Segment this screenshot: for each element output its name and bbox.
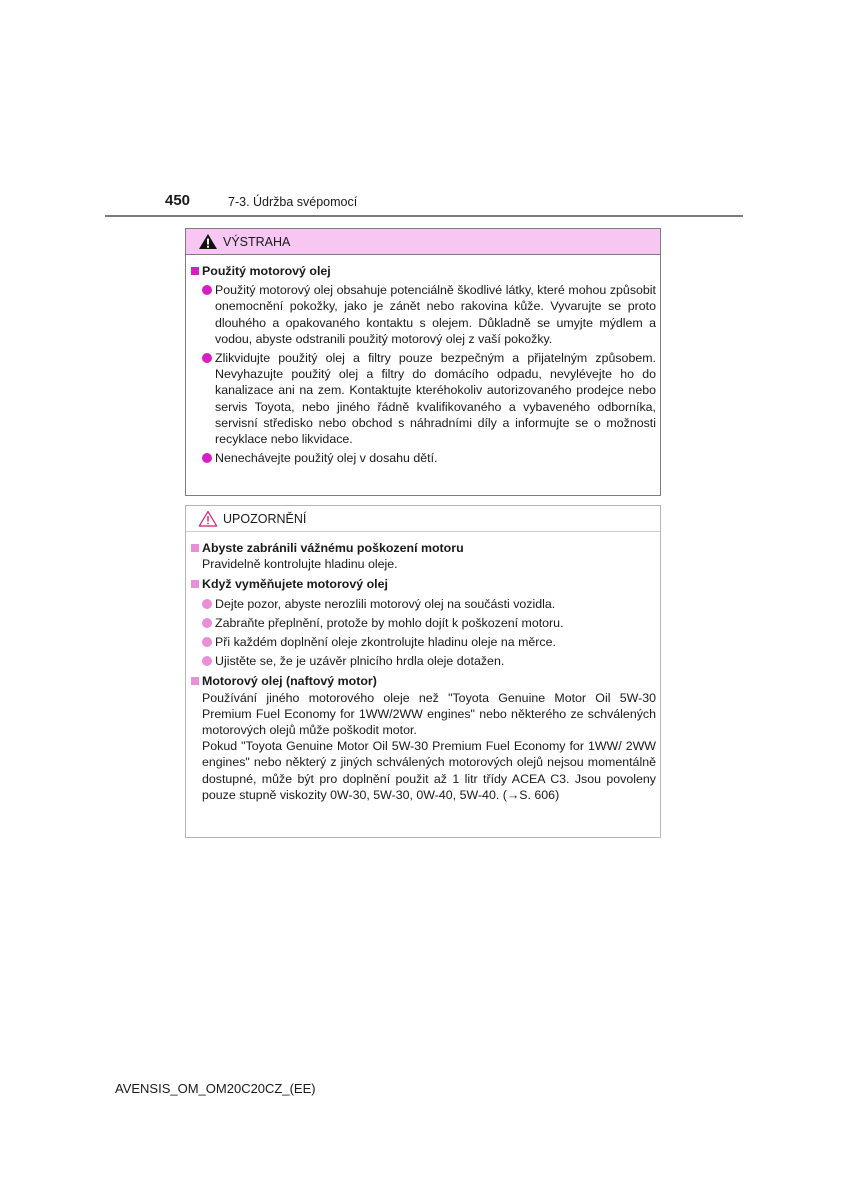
paragraph: Pokud "Toyota Genuine Motor Oil 5W-30 Premium Fuel Economy for 1WW/ 2WW engines" nebo některý z jiných schválených motorových olejů nejsou momentálně dostupné, může být pro doplnění použit až 1 litr třídy ACEA C3. Jsou povoleny pouze stupně viskozity 0W-30, 5W-30, 0W-40, 5W-40. (→S. 606) (202, 739, 656, 802)
list-item-text: Zlikvidujte použitý olej a filtry pouze bezpečným a přijatelným způsobem. Nevyhazujte použitý olej a filtry do domácího odpadu, nevylévejte ho do kanalizace ani na zem. Kontaktujte kteréhokoliv autorizovaného prodejce nebo servis Toyota, nebo jiného řádně kvalifikovaného a vybaveného odborníka, servisní středisko nebo obchod s náhradními díly a informujte se o možnosti recyklace nebo likvidace. (215, 351, 656, 447)
caution-heading (190, 540, 656, 556)
square-bullet-icon (191, 544, 199, 552)
paragraph: Používání jiného motorového oleje než "Toyota Genuine Motor Oil 5W-30 Premium Fuel Economy for 1WW/2WW engines" nebo některého ze schválených motorových olejů může poškodit motor. (202, 690, 656, 738)
paragraph: Pravidelně kontrolujte hladinu oleje. (202, 557, 398, 572)
caution-heading-text: Motorový olej (naftový motor) (202, 674, 377, 689)
caution-body (186, 532, 660, 809)
warning-title-bar (186, 229, 660, 255)
circle-bullet-icon (202, 353, 212, 363)
caution-heading-text: Abyste zabránili vážnému poškození motoru (202, 541, 464, 555)
list-item (190, 350, 656, 447)
square-bullet-icon (191, 677, 199, 685)
warning-heading-text: Použitý motorový olej (202, 264, 331, 278)
list-item (190, 450, 656, 466)
list-item-text: Dejte pozor, abyste nerozlili motorový olej na součásti vozidla. (215, 596, 556, 611)
footer-code: AVENSIS_OM_OM20C20CZ_(EE) (115, 1081, 316, 1096)
caution-heading (190, 576, 656, 592)
circle-bullet-icon (202, 618, 212, 628)
list-item (190, 653, 656, 669)
caution-heading (190, 673, 656, 689)
caution-box (185, 505, 661, 838)
list-item (190, 634, 656, 650)
warning-box (185, 228, 661, 496)
warning-triangle-icon (198, 233, 218, 250)
header-rule (105, 215, 743, 217)
caution-heading-text: Když vyměňujete motorový olej (202, 577, 388, 592)
square-bullet-icon (191, 580, 199, 588)
section-title: 7-3. Údržba svépomocí (228, 195, 358, 209)
list-item-text: Ujistěte se, že je uzávěr plnicího hrdla oleje dotažen. (215, 654, 505, 669)
list-item (190, 615, 656, 631)
circle-bullet-icon (202, 656, 212, 666)
caution-title: UPOZORNĚNÍ (223, 511, 307, 526)
list-item-text: Při každém doplnění oleje zkontrolujte hladinu oleje na měrce. (215, 635, 556, 650)
caution-triangle-icon (198, 510, 218, 527)
list-item (190, 596, 656, 612)
circle-bullet-icon (202, 599, 212, 609)
circle-bullet-icon (202, 637, 212, 647)
warning-heading (190, 263, 656, 279)
list-item-text: Použitý motorový olej obsahuje potenciálně škodlivé látky, které mohou způsobit onemocnění pokožky, jako je zánět nebo rakovina kůže. Vyvarujte se proto dlouhého a opakovaného kontaktu s olejem. Důkladně se umyjte mýdlem a vodou, abyste odstranili použitý motorový olej z vaší pokožky. (215, 283, 656, 346)
list-item-text: Nenechávejte použitý olej v dosahu dětí. (215, 451, 438, 466)
square-bullet-icon (191, 267, 199, 275)
warning-body (186, 255, 660, 472)
list-item (190, 282, 656, 347)
page-number: 450 (165, 192, 191, 209)
list-item-text: Zabraňte přeplnění, protože by mohlo dojít k poškození motoru. (215, 615, 564, 630)
caution-title-bar (186, 506, 660, 532)
page-header (0, 190, 848, 220)
circle-bullet-icon (202, 285, 212, 295)
circle-bullet-icon (202, 453, 212, 463)
warning-title: VÝSTRAHA (223, 234, 291, 249)
